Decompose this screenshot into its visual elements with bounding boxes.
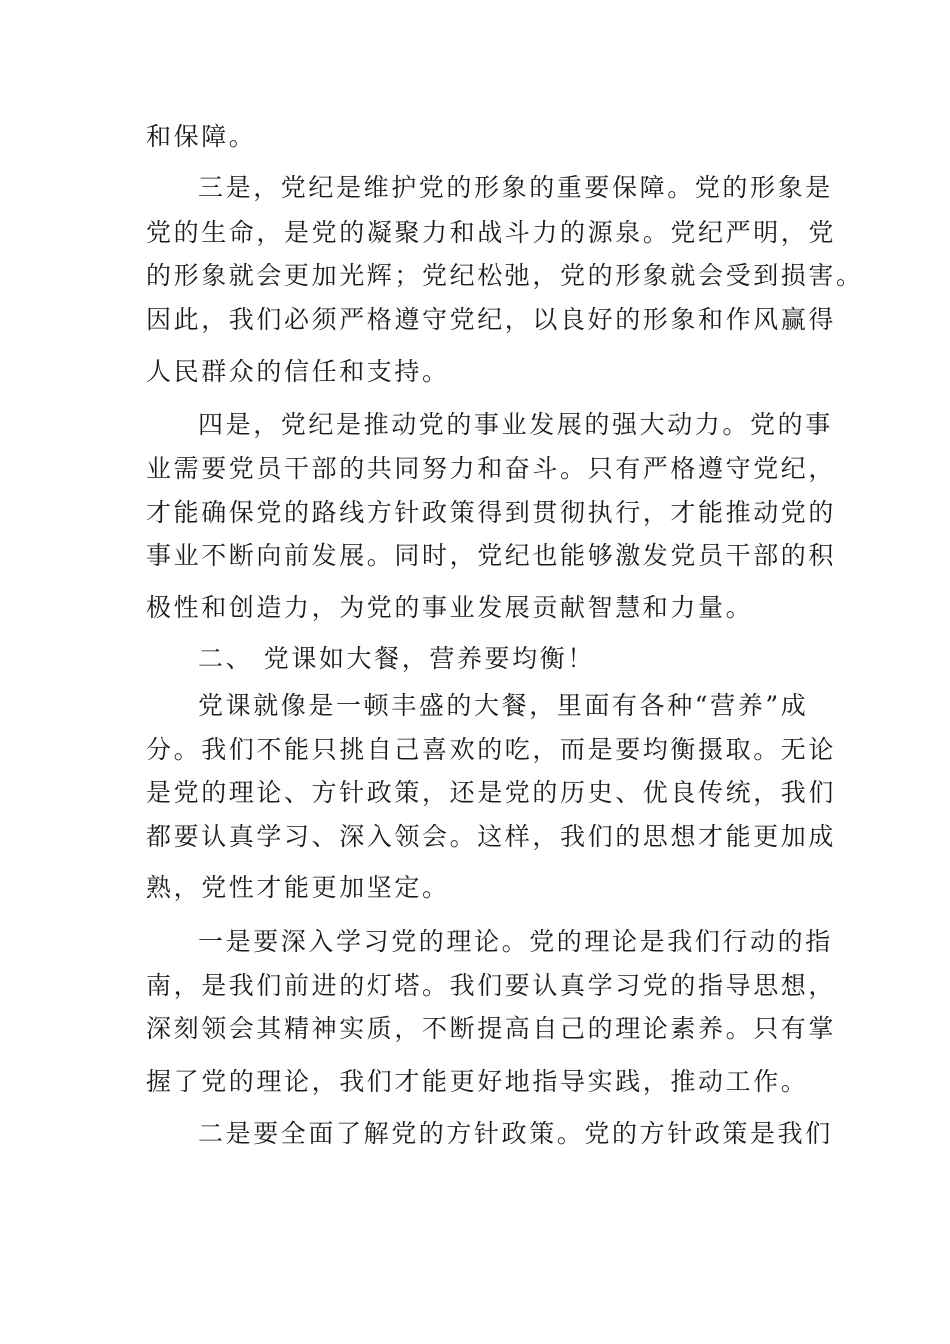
text-line: 党的生命，是党的凝聚力和战斗力的源泉。党纪严明，党	[146, 218, 837, 247]
paragraph-first-line: 一是要深入学习党的理论。党的理论是我们行动的指	[198, 927, 833, 956]
text-line: 南，是我们前进的灯塔。我们要认真学习党的指导思想，	[146, 971, 837, 1000]
paragraph-first-line: 四是，党纪是推动党的事业发展的强大动力。党的事	[198, 410, 833, 439]
text-line: 深刻领会其精神实质，不断提高自己的理论素养。只有掌	[146, 1014, 837, 1043]
paragraph-first-line: 党课就像是一顿丰盛的大餐，里面有各种“营养”成	[198, 691, 809, 720]
text-line: 才能确保党的路线方针政策得到贯彻执行，才能推动党的	[146, 498, 837, 527]
text-line: 分。我们不能只挑自己喜欢的吃，而是要均衡摄取。无论	[146, 735, 837, 764]
text-line: 业需要党员干部的共同努力和奋斗。只有严格遵守党纪，	[146, 454, 837, 483]
text-line: 的形象就会更加光辉；党纪松弛，党的形象就会受到损害。	[146, 261, 864, 290]
paragraph-first-line: 二是要全面了解党的方针政策。党的方针政策是我们	[198, 1119, 833, 1148]
text-line: 事业不断向前发展。同时，党纪也能够激发党员干部的积	[146, 541, 837, 570]
text-line: 和保障。	[146, 122, 257, 151]
text-line: 极性和创造力，为党的事业发展贡献智慧和力量。	[146, 593, 754, 622]
text-line: 因此，我们必须严格遵守党纪，以良好的形象和作风赢得	[146, 305, 837, 334]
text-line: 握了党的理论，我们才能更好地指导实践，推动工作。	[146, 1067, 809, 1096]
text-line: 都要认真学习、深入领会。这样，我们的思想才能更加成	[146, 822, 837, 851]
text-line: 人民群众的信任和支持。	[146, 357, 450, 386]
text-line: 熟，党性才能更加坚定。	[146, 873, 450, 902]
section-heading: 二、 党课如大餐，营养要均衡！	[198, 644, 595, 673]
text-line: 是党的理论、方针政策，还是党的历史、优良传统，我们	[146, 778, 837, 807]
paragraph-first-line: 三是，党纪是维护党的形象的重要保障。党的形象是	[198, 173, 833, 202]
